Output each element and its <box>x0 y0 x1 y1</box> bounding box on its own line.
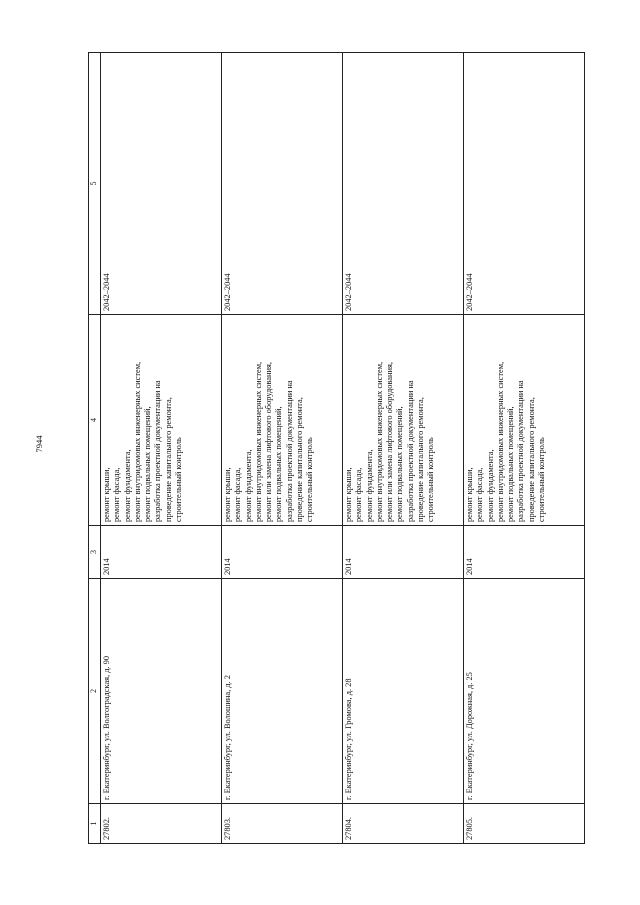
table-row <box>464 53 585 844</box>
column-header-3: 3 <box>89 526 101 579</box>
row-id: 27802. <box>101 804 222 844</box>
row-year: 2014 <box>101 526 222 579</box>
table-rotation-frame <box>88 78 557 844</box>
row-id: 27804. <box>343 804 464 844</box>
row-year: 2014 <box>464 526 585 579</box>
column-header-4: 4 <box>89 315 101 526</box>
column-number-row <box>89 53 101 844</box>
column-header-2: 2 <box>89 579 101 804</box>
row-period: 2042–2044 <box>222 53 343 315</box>
repair-schedule-table <box>88 52 585 844</box>
table-row <box>101 53 222 844</box>
table-row <box>343 53 464 844</box>
row-period: 2042–2044 <box>343 53 464 315</box>
row-id: 27803. <box>222 804 343 844</box>
row-works: ремонт крыши, ремонт фасада, ремонт фундамента, ремонт внутридомовых инженерных систем, ремонт или замена лифтового оборудования, ремонт подвальных помещений, разработка проектной документации на проведение капитального ремонта, строительный контроль <box>343 315 464 526</box>
row-address: г. Екатеринбург, ул. Волгоградская, д. 90 <box>101 579 222 804</box>
table-row <box>222 53 343 844</box>
row-address: г. Екатеринбург, ул. Волошина, д. 2 <box>222 579 343 804</box>
row-year: 2014 <box>343 526 464 579</box>
row-id: 27805. <box>464 804 585 844</box>
row-address: г. Екатеринбург, ул. Громова, д. 28 <box>343 579 464 804</box>
row-period: 2042–2044 <box>101 53 222 315</box>
row-address: г. Екатеринбург, ул. Дорожная, д. 25 <box>464 579 585 804</box>
row-year: 2014 <box>222 526 343 579</box>
page-number: 7944 <box>34 435 44 453</box>
column-header-5: 5 <box>89 53 101 315</box>
row-works: ремонт крыши, ремонт фасада, ремонт фундамента, ремонт внутридомовых инженерных систем, ремонт подвальных помещений, разработка проектной документации на проведение капитального ремонта, строительный контроль <box>464 315 585 526</box>
rotated-table-container <box>88 78 557 844</box>
row-works: ремонт крыши, ремонт фасада, ремонт фундамента, ремонт внутридомовых инженерных систем, ремонт или замена лифтового оборудования, ремонт подвальных помещений, разработка проектной документации на проведение капитального ремонта, строительный контроль <box>222 315 343 526</box>
row-works: ремонт крыши, ремонт фасада, ремонт фундамента, ремонт внутридомовых инженерных систем, ремонт подвальных помещений, разработка проектной документации на проведение капитального ремонта, строительный контроль <box>101 315 222 526</box>
row-period: 2042–2044 <box>464 53 585 315</box>
column-header-1: 1 <box>89 804 101 844</box>
